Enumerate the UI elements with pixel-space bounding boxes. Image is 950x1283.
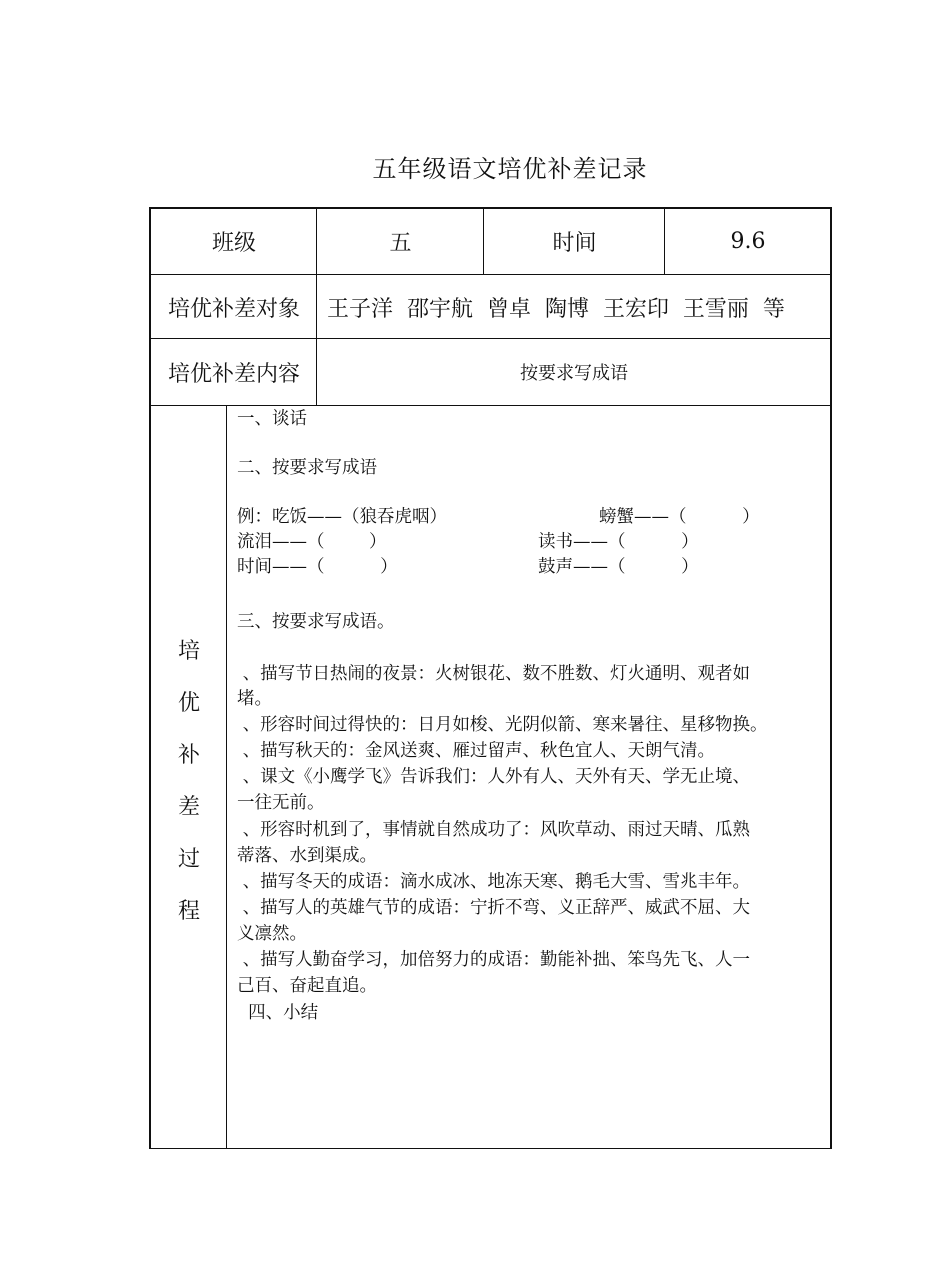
process-label-char: 补 xyxy=(177,743,200,768)
content-value: 按要求写成语 xyxy=(520,363,628,384)
process-label-char: 培 xyxy=(177,639,200,664)
time-value: 9.6 xyxy=(730,229,766,254)
idiom-line: 、课文《小鹰学飞》告诉我们：人外有人、天外有天、学无止境、 xyxy=(237,767,751,787)
idiom-line: 蒂落、水到渠成。 xyxy=(237,846,377,866)
section-idioms-heading: 二、按要求写成语 xyxy=(237,458,377,478)
exercise-shijian: 时间——（ ） xyxy=(237,557,398,577)
idiom-line: 堵。 xyxy=(237,689,272,709)
process-label-char: 差 xyxy=(177,795,200,820)
page-title: 五年级语文培优补差记录 xyxy=(372,155,648,183)
time-label: 时间 xyxy=(552,231,597,256)
target-label: 培优补差对象 xyxy=(167,296,300,322)
idiom-line: 、描写人勤奋学习，加倍努力的成语：勤能补拙、笨鸟先飞、人一 xyxy=(237,950,751,970)
exercise-liulei: 流泪——（ ） xyxy=(237,532,387,552)
row-divider-3 xyxy=(151,405,830,406)
idiom-line: 一往无前。 xyxy=(237,793,325,813)
class-value: 五 xyxy=(389,231,412,256)
idiom-line: 己百、奋起直追。 xyxy=(237,976,377,996)
exercise-dushu: 读书——（ ） xyxy=(538,532,699,552)
example-left: 例：吃饭——（狼吞虎咽） xyxy=(237,507,447,527)
content-label: 培优补差内容 xyxy=(167,361,300,387)
record-table xyxy=(149,207,832,1149)
idiom-line: 义凛然。 xyxy=(237,924,307,944)
process-label-char: 优 xyxy=(177,691,200,716)
class-label: 班级 xyxy=(211,231,256,256)
idiom-line: 、描写节日热闹的夜景：火树银花、数不胜数、灯火通明、观者如 xyxy=(237,664,751,684)
exercise-gusheng: 鼓声——（ ） xyxy=(538,557,699,577)
target-students: 王子洋 邵宇航 曾卓 陶博 王宏印 王雪丽 等 xyxy=(327,296,785,322)
idiom-line: 、描写人的英雄气节的成语：宁折不弯、义正辞严、威武不屈、大 xyxy=(237,898,751,918)
idiom-line: 、形容时机到了，事情就自然成功了：风吹草动、雨过天晴、瓜熟 xyxy=(237,820,751,840)
section-idioms-list-heading: 三、按要求写成语。 xyxy=(237,612,395,632)
process-label-char: 程 xyxy=(177,899,200,924)
process-label-char: 过 xyxy=(177,847,200,872)
example-right: 螃蟹——（ ） xyxy=(599,507,760,527)
section-summary: 四、小结 xyxy=(237,1003,319,1023)
idiom-line: 、形容时间过得快的：日月如梭、光阴似箭、寒来暑往、星移物换。 xyxy=(237,715,768,735)
process-label xyxy=(151,406,227,1151)
idiom-line: 、描写秋天的：金风送爽、雁过留声、秋色宜人、天朗气清。 xyxy=(237,741,716,761)
idiom-line: 、描写冬天的成语：滴水成冰、地冻天寒、鹅毛大雪、雪兆丰年。 xyxy=(237,872,751,892)
section-talk: 一、谈话 xyxy=(237,409,307,429)
